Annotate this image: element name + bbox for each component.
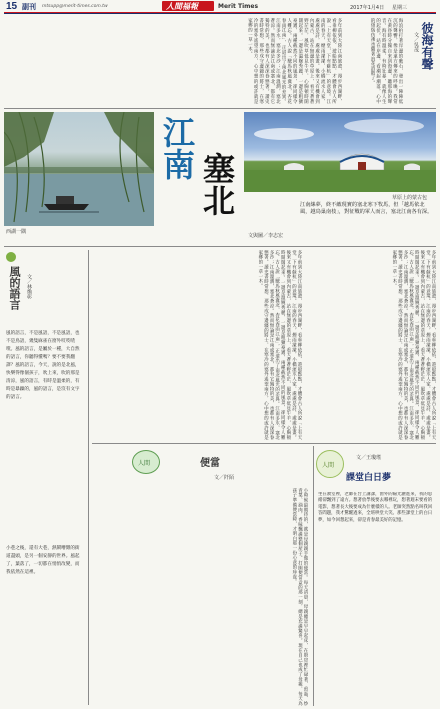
dream-title: 課堂白日夢 xyxy=(346,473,392,483)
lede-text: 江南絲夢，終不敵現實的塞北寒下牧馬，但「越馬依北風，越鳥巢南枝」，對征戰的軍人而言，塞北江南各有深。 xyxy=(300,202,433,215)
dream-badge xyxy=(316,450,344,478)
wuyi-title: 彼海有聲 xyxy=(420,22,434,70)
small-poem xyxy=(6,545,84,705)
title-jiangnan-saibei xyxy=(156,112,198,226)
dream-column-label: 人間 xyxy=(322,462,335,469)
jiangnan-body-top: 多年前到大陸江南旅遊，漫步西湖畔，看垂柳依依、遊船點點，才體會古人所說「上有天堂，下有蘇杭」的意境。江南的春天，煙雨濛濛，小橋流水人家，處處是詩，處處是畫。後來又有機會到內蒙古，站在無邊的草原上，看天蒼蒼野茫茫，風吹草低見牛羊，心胸頓時開闊起來。一邊是溫婉秀麗，一邊是粗獷豪邁，兩種截然不同的風景，卻同樣令人難忘。古人說「駿馬秋風冀北，杏花春雨江南」，正道出了南北風光的差異。江南多水，塞北多沙；江南溫潤，塞北蒼涼。然而無論是江南或塞北，都有它獨特的美，也都有人深深眷戀著。讀史書時常想，那些戍守邊疆的將士，在寒冷的塞外遙望南方，心中想的或許就是家鄉的一草一木。 xyxy=(247,18,342,104)
fengyan-header xyxy=(4,250,44,330)
masthead-logo xyxy=(162,1,214,11)
wuyi-byline: 文／吳茂 xyxy=(413,32,419,52)
small-poem-text: 小巷之後，還有大巷，熱鬧嘈雜的街道盡頭，是另一個安靜的世界。風起了，葉落了，一切都在悄悄改變，而我依然在這裡。 xyxy=(6,546,80,575)
band-rule-mid xyxy=(4,246,436,247)
fengyan-poem-text: 風的語言，不是風語，不是風語，也不是鳥語，幾隻麻雀在窗外吱吱喳喳。風的語言，是屬於一種，大自然的語言，你聽得懂嗎？要不要我翻譯？風的語言，今天，說的是北風，快樂得像個孩子，吹上來，吹的那是清涼，風的語言，有時是溫柔的，有時是暴躁的，風的語言，是沒有文字的語言。 xyxy=(6,331,80,400)
fengyan-poem xyxy=(6,330,84,540)
header-rule-blue xyxy=(4,13,436,14)
masthead-english: Merit Times xyxy=(218,3,259,10)
jiangnan-body-mid: 多年前到大陸江南旅遊，漫步西湖畔，看垂柳依依、遊船點點，才體會古人所說「上有天堂，下有蘇杭」的意境。江南的春天，煙雨濛濛，小橋流水人家，處處是詩，處處是畫。後來又有機會到內蒙古，站在無邊的草原上，看天蒼蒼野茫茫，風吹草低見牛羊，心胸頓時開闊起來。一邊是溫婉秀麗，一邊是粗獷豪邁，兩種截然不同的風景，卻同樣令人難忘。古人說「駿馬秋風冀北，杏花春雨江南」，正道出了南北風光的差異。江南多水，塞北多沙；江南溫潤，塞北蒼涼。然而無論是江南或塞北，都有它獨特的美，也都有人深深眷戀著。讀史書時常想，那些戍守邊疆的將士，在寒冷的塞外遙望南方，心中想的或許就是家鄉的一草一木。 xyxy=(257,250,302,440)
bento-badge xyxy=(132,450,160,474)
leaf-ornament xyxy=(6,252,16,262)
bento-header xyxy=(92,448,252,484)
band-rule-top xyxy=(4,108,436,109)
dream-body-text: 坐在教室裡，老師在台上講課，窗外的陽光灑進來，我的思緒卻飄到了遠方。想著放學後要去哪裡玩，想著週末要看的電影，想著長大後要成為什麼樣的人。老師突然點名叫我回答問題，我才驚醒過來，全班哄堂大笑。那些課堂上的白日夢，如今回想起來，卻是青春最美好的記憶。 xyxy=(318,492,433,523)
jiangnan-lede xyxy=(300,202,434,242)
fengyan-title: 風的語言 xyxy=(8,266,21,310)
photo-west-lake xyxy=(4,112,154,226)
bento-body: 小時候最期待的，就是母親親手做的便當。每天清晨，母親總是早早起床，在廚房裡忙碌著，煎蛋、炒青菜、滷肉，香味飄滿整個屋子。打開便當盒的那一刻，總是充滿驚喜。現在自己也成了母親，每天為孩子準備便當時，才明白那一份心意的珍貴。 xyxy=(291,488,308,706)
title-saibei: 塞北 xyxy=(198,152,236,216)
fengyan-byline: 文／林煥彰 xyxy=(26,274,32,299)
caption-yurt: 草原上的蒙古包 xyxy=(392,195,428,201)
dream-body xyxy=(318,492,436,706)
masthead-text: 人間福報 xyxy=(166,1,198,11)
section-label: 副刊 xyxy=(22,3,36,11)
vrule-left xyxy=(88,250,89,705)
wuyi-title-block xyxy=(404,18,436,104)
dream-header xyxy=(316,448,436,488)
wuyi-body: 海浪拍打著岸邊的礁石，發出一陣陣低沉的聲響，像是遠方傳來的呼喚。我常在黃昏時分獨自來到海邊，聽那海的聲音。海有時溫柔，有時狂暴，就像人生的起伏。站在岸邊，看潮起潮落，心中的煩惱彷彿也隨著浪花消散了。 xyxy=(370,18,403,104)
title-saibei-box xyxy=(198,150,240,250)
email: mtsupp@merit-times.com.tw xyxy=(42,4,108,9)
jiangnan-body-right: 多年前到大陸江南旅遊，漫步西湖畔，看垂柳依依、遊船點點，才體會古人所說「上有天堂，下有蘇杭」的意境。江南的春天，煙雨濛濛，小橋流水人家，處處是詩，處處是畫。後來又有機會到內蒙古，站在無邊的草原上，看天蒼蒼野茫茫，風吹草低見牛羊，心胸頓時開闊起來。一邊是溫婉秀麗，一邊是粗獷豪邁，兩種截然不同的風景，卻同樣令人難忘。古人說「駿馬秋風冀北，杏花春雨江南」，正道出了南北風光的差異。江南多水，塞北多沙；江南溫潤，塞北蒼涼。然而無論是江南或塞北，都有它獨特的美，也都有人深深眷戀著。讀史書時常想，那些戍守邊疆的將士，在寒冷的塞外遙望南方，心中想的或許就是家鄉的一草一木。 xyxy=(391,250,436,440)
page-header xyxy=(0,0,440,14)
hrule-mid-2 xyxy=(92,443,436,444)
page-number: 15 xyxy=(6,1,18,12)
issue-date: 2017年1月4日 xyxy=(350,5,385,11)
caption-west-lake: 西湖一隅 xyxy=(6,229,27,235)
photo-mongolian-yurt xyxy=(244,112,436,192)
vrule-right xyxy=(313,446,314,706)
dream-byline: 文／王瓊瑤 xyxy=(356,455,382,461)
issue-weekday: 星期三 xyxy=(392,5,408,11)
bento-title: 便當 xyxy=(200,458,220,469)
west-lake-scene xyxy=(4,112,154,226)
bento-byline: 文／阡陌 xyxy=(214,475,235,481)
title-jiangnan: 江南 xyxy=(158,116,196,180)
grassland-scene xyxy=(244,112,436,192)
jiangnan-byline: 文與圖／李志宏 xyxy=(248,233,284,239)
bento-column-label: 人間 xyxy=(138,460,151,467)
